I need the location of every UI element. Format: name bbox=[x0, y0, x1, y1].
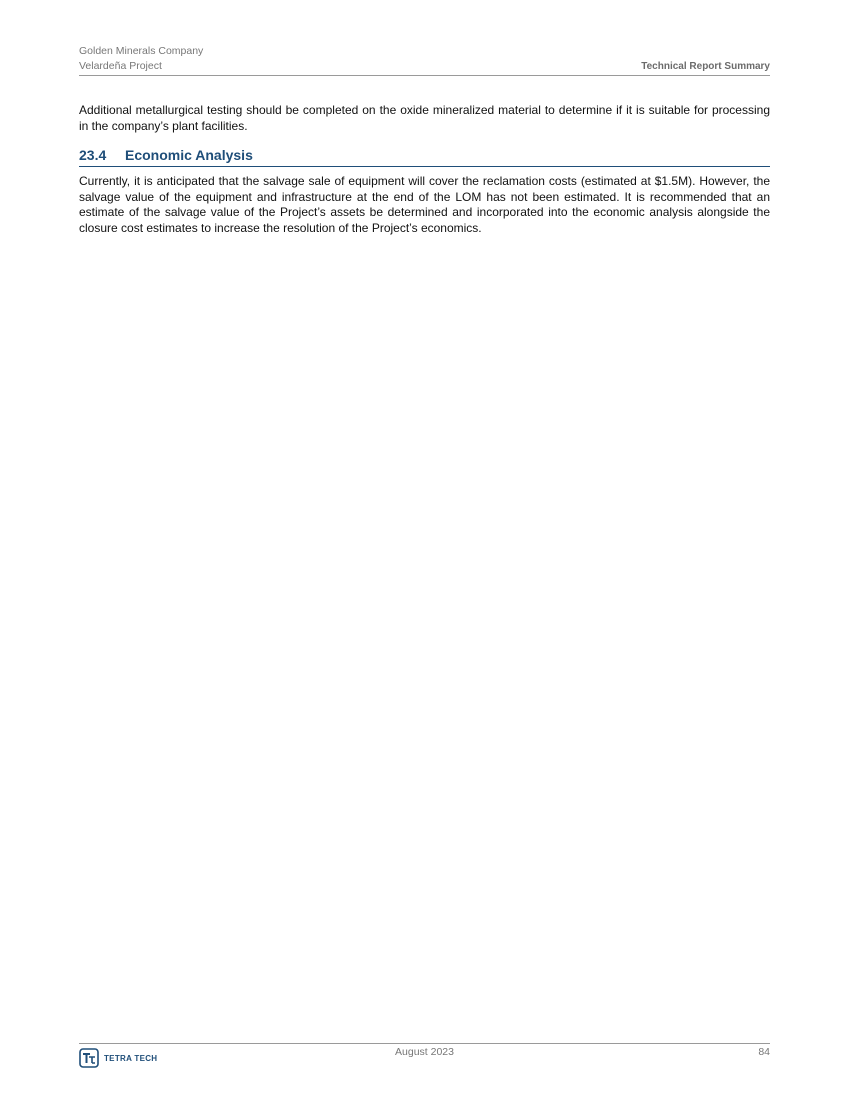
section-heading bbox=[79, 146, 770, 167]
page-footer bbox=[79, 1043, 770, 1072]
section-paragraph: Currently, it is anticipated that the salvage sale of equipment will cover the reclamation costs (estimated at $1.5M). However, the salvage value of the equipment and infrastructure at the end of the LOM has not been estimated. It is recommended that an estimate of the salvage value of the Project’s assets be determined and incorporated into the economic analysis alongside the closure cost estimates to increase the resolution of the Project’s economics. bbox=[79, 174, 770, 235]
page-number: 84 bbox=[758, 1046, 770, 1058]
header-report-title: Technical Report Summary bbox=[641, 61, 770, 72]
logo-text: TETRA TECH bbox=[104, 1053, 158, 1063]
page-header bbox=[79, 45, 770, 76]
section-number: 23.4 bbox=[79, 147, 107, 163]
footer-date: August 2023 bbox=[395, 1046, 454, 1058]
header-company: Golden Minerals Company bbox=[79, 45, 204, 57]
header-project: Velardeña Project bbox=[79, 60, 162, 72]
page-content bbox=[79, 103, 770, 236]
intro-paragraph: Additional metallurgical testing should be completed on the oxide mineralized material to determine if it is suitable for processing in the company’s plant facilities. bbox=[79, 103, 770, 133]
section-title: Economic Analysis bbox=[125, 147, 253, 163]
